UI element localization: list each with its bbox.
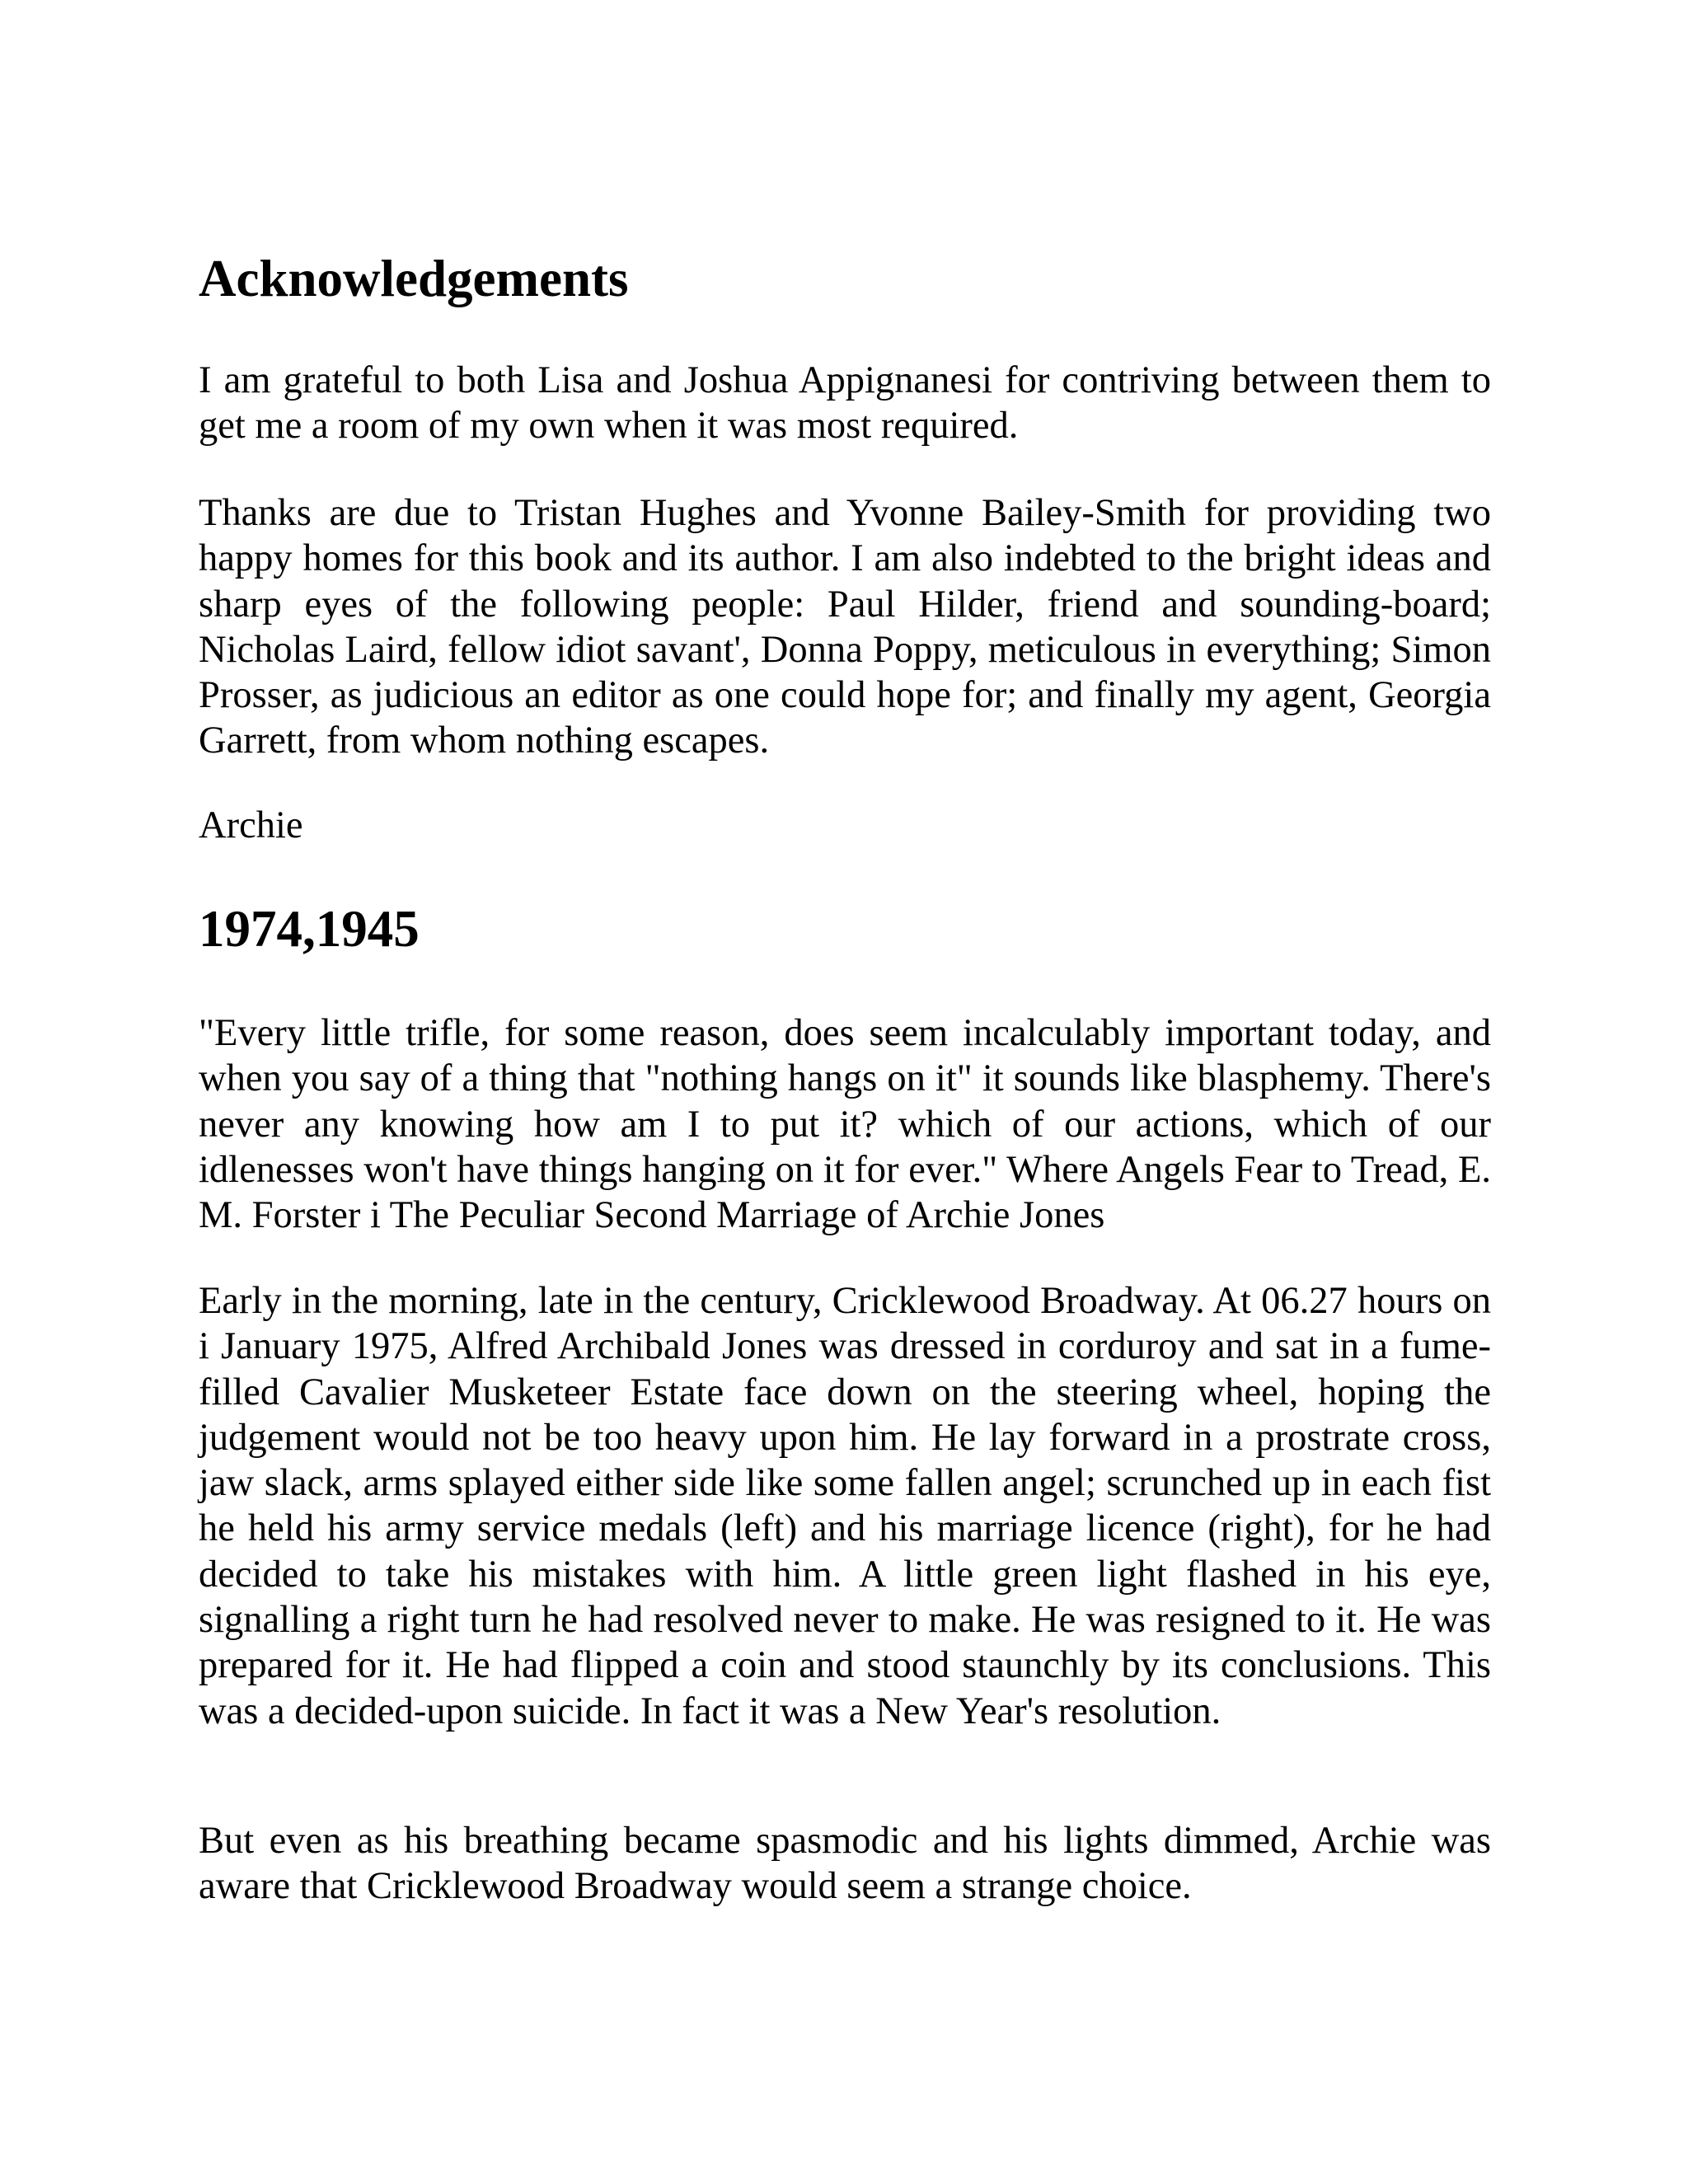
chapter-epigraph: "Every little trifle, for some reason, does seem incalculably important today, and when you say of a thing that "nothing hangs on it" it sounds like blasphemy. There's never any knowing how am I to put it? which of our actions, which of our idlenesses won't have things hanging on it for ever." Where Angels Fear to Tread, E. M. Forster i The Peculiar Second Marriage of Archie Jones [199,1012,1491,1237]
chapter-paragraph-1: Early in the morning, late in the century, Cricklewood Broadway. At 06.27 hours on i January 1975, Alfred Archibald Jones was dressed in corduroy and sat in a fume-filled Cavalier Musketeer Estate face down on the steering wheel, hoping the judgement would not be too heavy upon him. He lay forward in a prostrate cross, jaw slack, arms splayed either side like some fallen angel; scrunched up in each fist he held his army service medals (left) and his marriage licence (right), for he had decided to take his mistakes with him. A little green light flashed in his eye, signalling a right turn he had resolved never to make. He was resigned to it. He was prepared for it. He had flipped a coin and stood staunchly by its conclusions. This was a decided-upon suicide. In fact it was a New Year's resolution. [199,1280,1491,1732]
acknowledgements-paragraph-2: Thanks are due to Tristan Hughes and Yvonne Bailey-Smith for providing two happy homes for this book and its author. I am also indebted to the bright ideas and sharp eyes of the following people: Paul Hilder, friend and sounding-board; Nicholas Laird, fellow idiot savant', Donna Poppy, meticulous in everything; Simon Prosser, as judicious an editor as one could hope for; and finally my agent, Georgia Garrett, from whom nothing escapes. [199,492,1491,762]
chapter-heading: 1974,1945 [199,900,420,958]
acknowledgements-paragraph-1: I am grateful to both Lisa and Joshua Appignanesi for contriving between them to get me a room of my own when it was most required. [199,359,1491,448]
acknowledgements-signature: Archie [199,804,303,846]
acknowledgements-heading: Acknowledgements [199,250,629,307]
chapter-paragraph-2: But even as his breathing became spasmodic and his lights dimmed, Archie was aware that Cricklewood Broadway would seem a strange choice. [199,1820,1491,1908]
